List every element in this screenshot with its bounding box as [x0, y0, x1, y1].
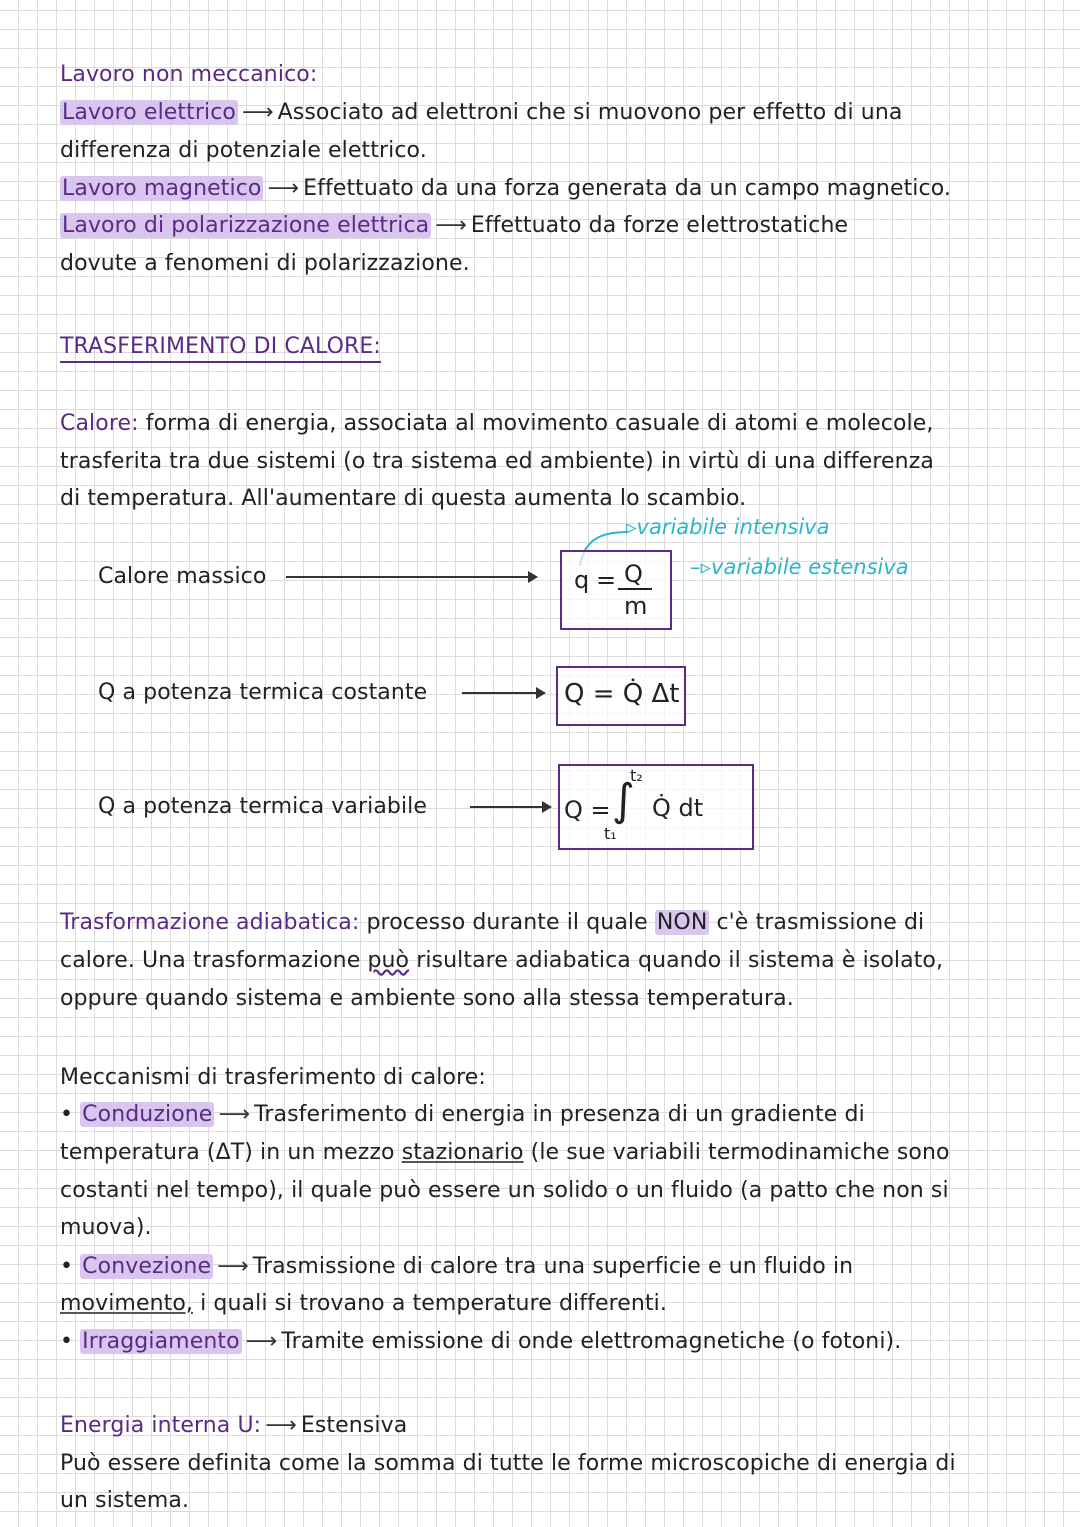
convezione-line2 [60, 1289, 667, 1319]
integral-icon: ∫ [612, 775, 635, 826]
energia-estensiva: Estensiva [300, 1413, 408, 1438]
conduzione-def: Trasferimento di energia in presenza di un gradiente di [254, 1102, 865, 1127]
lavoro-magnetico-def: Effettuato da una forza generata da un campo magnetico. [303, 176, 951, 201]
heading-calore-text: TRASFERIMENTO DI CALORE: [60, 334, 381, 363]
arrow-icon: ⟶ [435, 213, 467, 238]
lavoro-polarizzazione-def: Effettuato da forze elettrostatiche [470, 213, 849, 238]
term-lavoro-elettrico: Lavoro elettrico [62, 100, 236, 125]
arrow-icon: ⟶ [267, 176, 300, 201]
bullet-icon: • [60, 1102, 74, 1127]
equals-sign: = [596, 566, 617, 594]
calore-def2: trasferita tra due sistemi (o tra sistema ed ambiente) in virtù di una differenza [60, 449, 934, 474]
conduzione-def3: costanti nel tempo), il quale può essere un solido o un fluido (a patto che non si [60, 1178, 949, 1203]
formula-costante: Q = Q̇ Δt [564, 679, 680, 709]
bullet-icon: • [60, 1254, 74, 1279]
term-adiabatica: Trasformazione adiabatica: [60, 910, 360, 935]
formula-q: q [574, 566, 590, 594]
energia-def2: un sistema. [60, 1488, 190, 1513]
integral-lower-bound: t₁ [604, 824, 617, 843]
note-intensive-text: variabile intensiva [636, 515, 830, 539]
adiabatica-def3: oppure quando sistema e ambiente sono alla stessa temperatura. [60, 986, 794, 1011]
calore-def-line1 [60, 409, 933, 439]
term-lavoro-magnetico: Lavoro magnetico [62, 176, 262, 201]
term-convezione: Convezione [82, 1254, 212, 1279]
convezione-line [60, 1252, 853, 1282]
meccanismi-title: Meccanismi di trasferimento di calore: [60, 1065, 486, 1090]
note-variabile-intensiva [626, 515, 829, 539]
conduzione-def4: muova). [60, 1215, 152, 1240]
adiabatica-line2 [60, 946, 943, 976]
bullet-icon: • [60, 1329, 74, 1354]
convezione-def2: i quali si trovano a temperature differenti. [200, 1291, 667, 1316]
word-movimento: movimento, [60, 1291, 194, 1316]
arrow-icon: ⟶ [265, 1413, 297, 1438]
section-title-lavoro: Lavoro non meccanico: [60, 62, 318, 87]
term-irraggiamento: Irraggiamento [82, 1329, 240, 1354]
arrow-icon: ⟶ [218, 1102, 251, 1127]
energia-def1: Può essere definita come la somma di tutte le forme microscopiche di energia di [60, 1451, 956, 1476]
label-calore-massico: Calore massico [98, 564, 267, 589]
adiabatica-line1 [60, 908, 924, 938]
conduzione-def2a: temperatura (ΔT) in un mezzo [60, 1140, 395, 1165]
arrow-rule [286, 576, 536, 578]
note-variabile-estensiva [690, 555, 909, 579]
note-extensive-text: variabile estensiva [711, 555, 909, 579]
arrow-icon: ⟶ [241, 100, 274, 125]
lavoro-elettrico-def2: differenza di potenziale elettrico. [60, 138, 427, 163]
arrow-icon: ⟶ [217, 1254, 249, 1279]
lavoro-elettrico-line [60, 98, 902, 128]
highlight-non: NON [656, 910, 708, 935]
arrow-rule [462, 692, 544, 694]
label-potenza-variabile: Q a potenza termica variabile [98, 794, 428, 819]
section-heading-calore [60, 332, 381, 362]
irraggiamento-line [60, 1327, 901, 1357]
arrow-rule [470, 806, 550, 808]
formula-integrand: Q̇ dt [652, 794, 704, 822]
adiabatica-def1b: c'è trasmissione di [716, 910, 925, 935]
term-conduzione: Conduzione [82, 1102, 213, 1127]
arrow-icon: –▹ [690, 555, 712, 579]
adiabatica-def2b: risultare adiabatica quando il sistema è isolato, [416, 948, 944, 973]
adiabatica-def2a: calore. Una trasformazione [60, 948, 361, 973]
energia-line1 [60, 1411, 407, 1441]
lavoro-polarizzazione-line [60, 211, 848, 241]
word-puo: può [367, 948, 410, 973]
formula-box-massico [560, 550, 672, 630]
formula-numerator: Q [624, 560, 643, 588]
irraggiamento-def: Tramite emissione di onde elettromagnetiche (o fotoni). [281, 1329, 902, 1354]
conduzione-line [60, 1100, 865, 1130]
conduzione-def2b: (le sue variabili termodinamiche sono [530, 1140, 950, 1165]
label-potenza-costante: Q a potenza termica costante [98, 680, 428, 705]
arrow-icon: ⟶ [245, 1329, 278, 1354]
formula-box-variabile [558, 764, 754, 850]
term-calore: Calore: [60, 411, 139, 436]
calore-def3: di temperatura. All'aumentare di questa aumenta lo scambio. [60, 486, 747, 511]
term-energia-interna: Energia interna U: [60, 1413, 262, 1438]
formula-box-costante [556, 666, 686, 726]
formula-var-lhs: Q = [564, 796, 611, 824]
term-lavoro-polarizzazione: Lavoro di polarizzazione elettrica [62, 213, 430, 238]
convezione-def: Trasmissione di calore tra una superficie e un fluido in [252, 1254, 854, 1279]
integral-upper-bound: t₂ [630, 766, 643, 785]
lavoro-polarizzazione-def2: dovute a fenomeni di polarizzazione. [60, 251, 470, 276]
conduzione-line2 [60, 1138, 950, 1168]
lavoro-magnetico-line [60, 174, 951, 204]
adiabatica-def1a: processo durante il quale [366, 910, 648, 935]
word-stazionario: stazionario [401, 1140, 524, 1165]
lavoro-elettrico-def: Associato ad elettroni che si muovono per effetto di una [277, 100, 903, 125]
formula-denominator: m [624, 592, 648, 620]
fraction-bar [618, 588, 652, 590]
arrow-icon: ▹ [626, 515, 637, 539]
calore-def1: forma di energia, associata al movimento casuale di atomi e molecole, [145, 411, 934, 436]
